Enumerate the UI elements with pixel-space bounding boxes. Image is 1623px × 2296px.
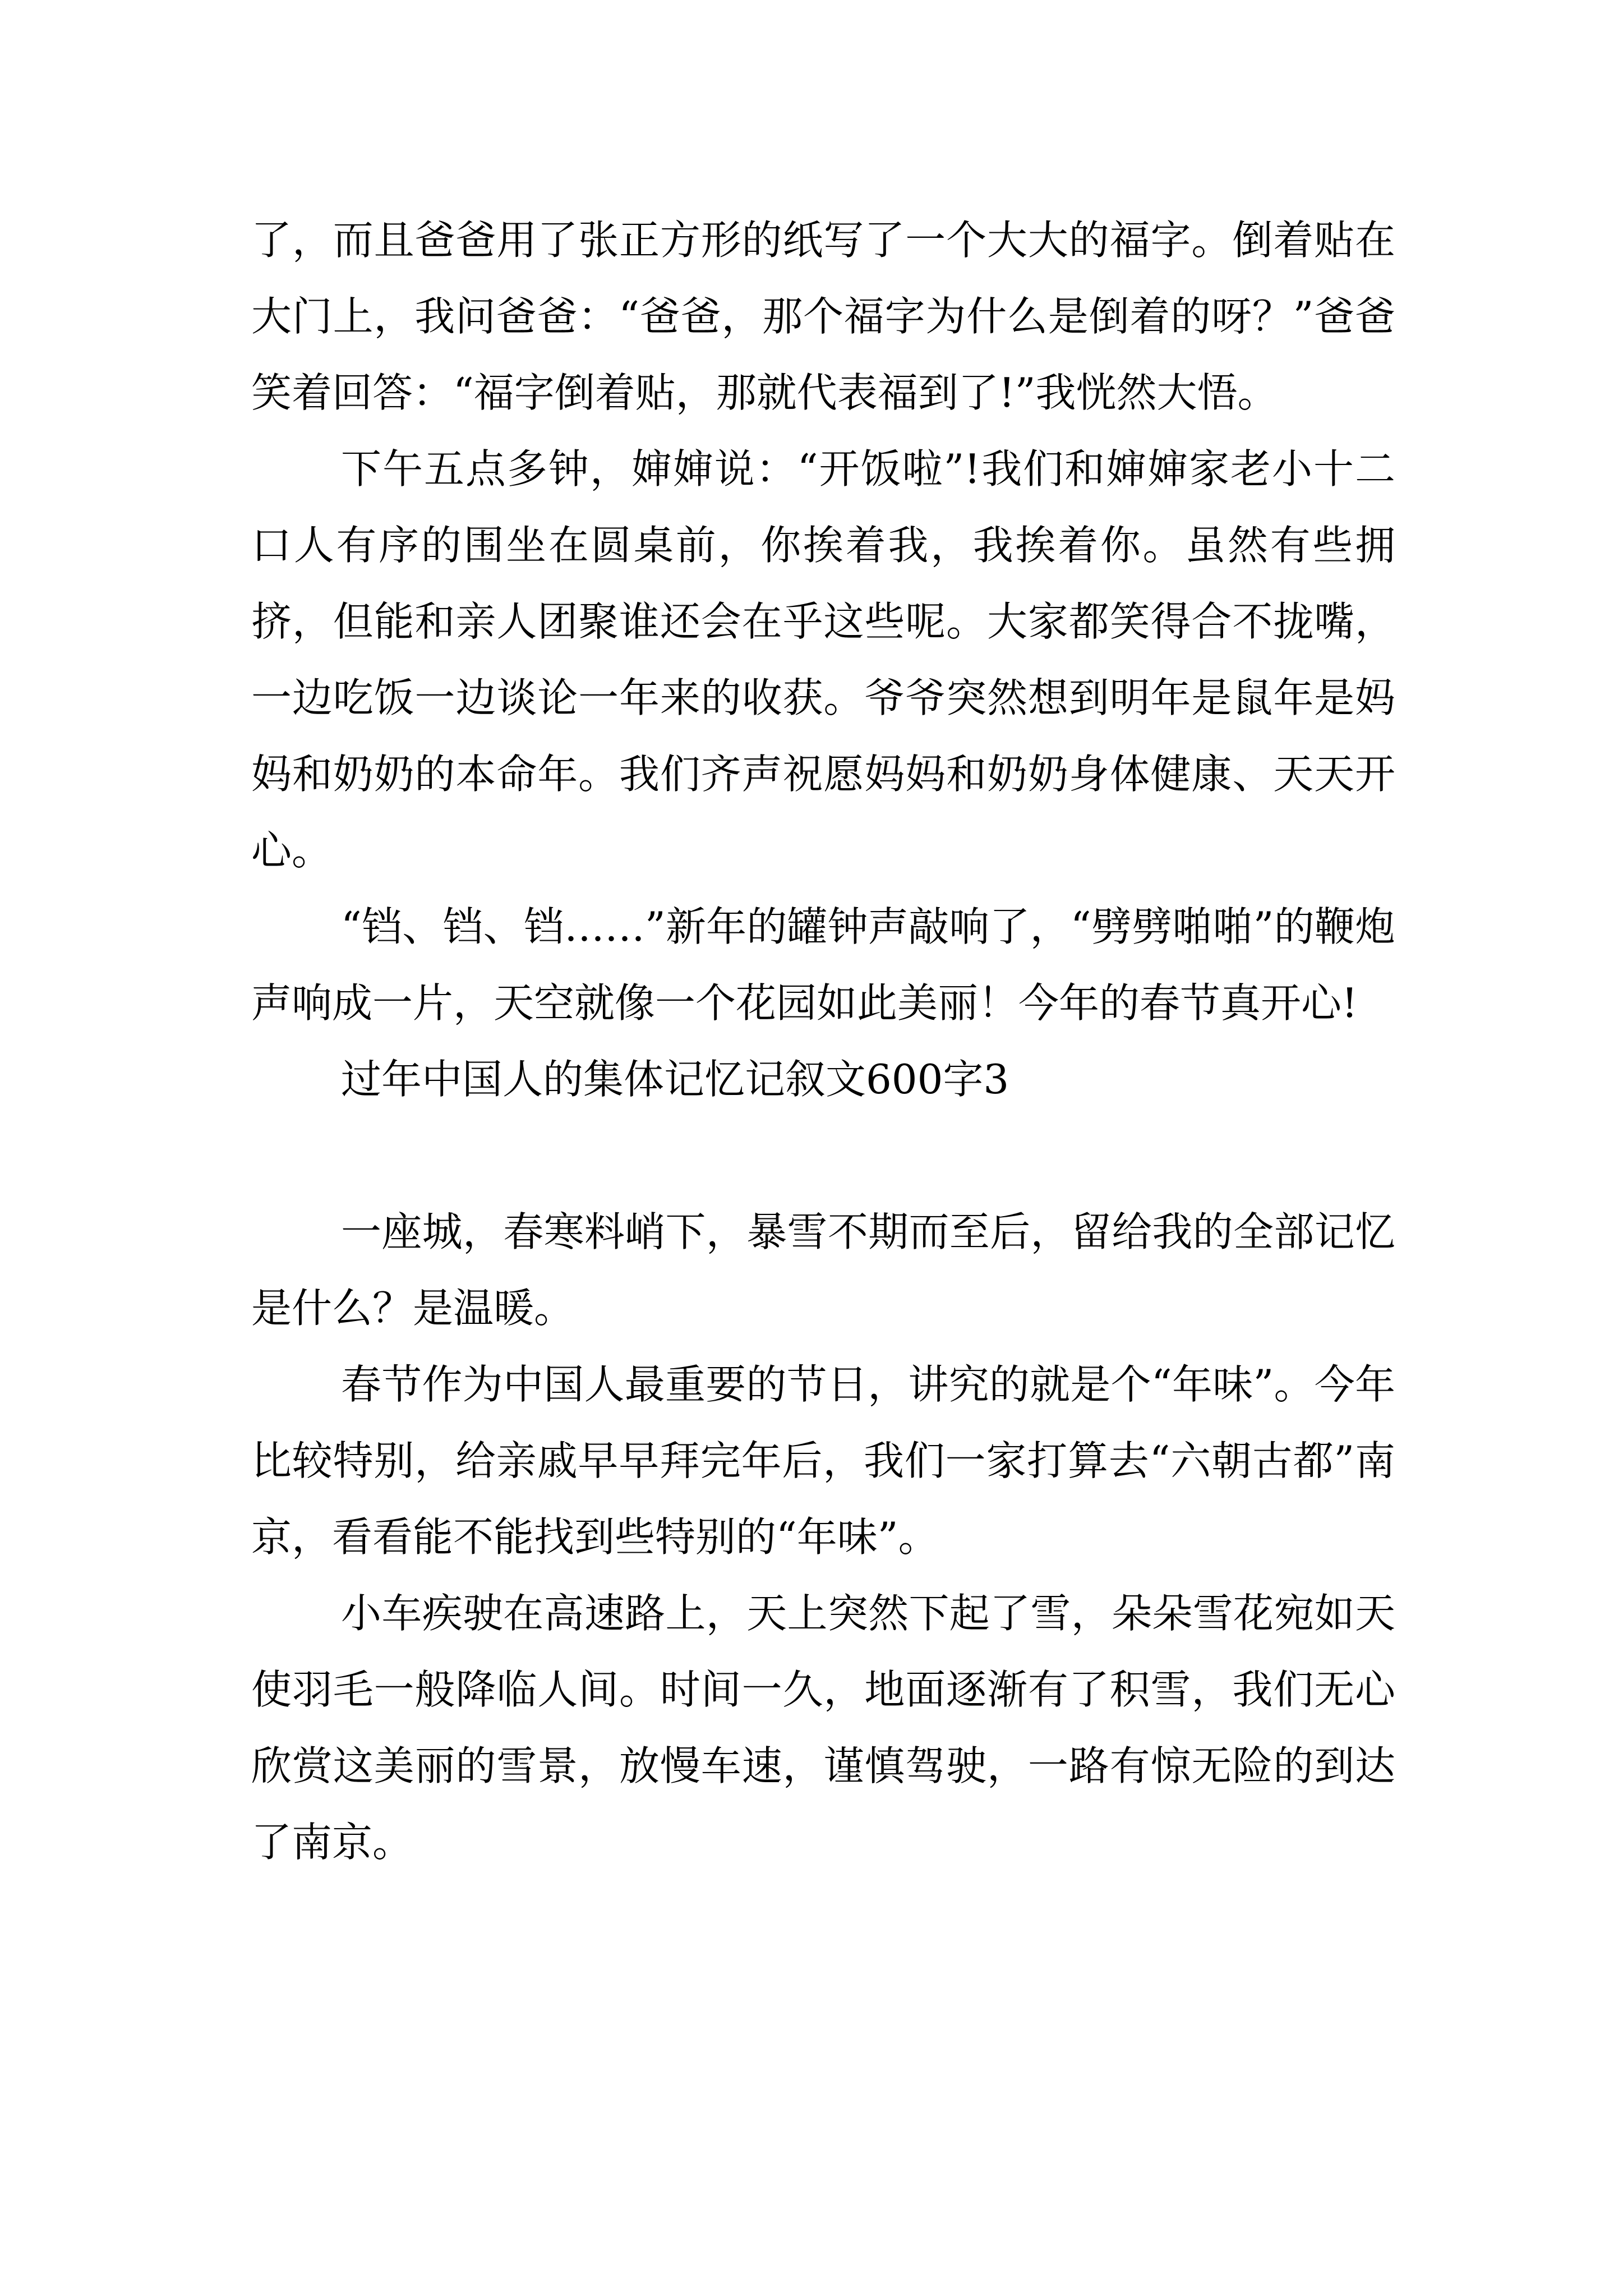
section-gap <box>251 1117 1395 1194</box>
paragraph-new-year-bell: “铛、铛、铛……”新年的罐钟声敲响了，“劈劈啪啪”的鞭炮声响成一片，天空就像一个花园如此美丽！今年的春节真开心! <box>251 903 1395 1027</box>
paragraph-spring-festival: 春节作为中国人最重要的节日，讲究的就是个“年味”。今年比较特别，给亲戚早早拜完年后，我们一家打算去“六朝古都”南京，看看能不能找到些特别的“年味”。 <box>251 1361 1395 1561</box>
text-column <box>251 202 1395 1880</box>
paragraph-highway-snow: 小车疾驶在高速路上，天上突然下起了雪，朵朵雪花宛如天使羽毛一般降临人间。时间一久，地面逐渐有了积雪，我们无心欣赏这美丽的雪景，放慢车速，谨慎驾驶，一路有惊无险的到达了南京。 <box>251 1590 1395 1866</box>
paragraph-city-snow: 一座城，春寒料峭下，暴雪不期而至后，留给我的全部记忆是什么？是温暖。 <box>251 1208 1395 1332</box>
paragraph-dinner: 下午五点多钟，婶婶说：“开饭啦”!我们和婶婶家老小十二口人有序的围坐在圆桌前，你挨着我，我挨着你。虽然有些拥挤，但能和亲人团聚谁还会在乎这些呢。大家都笑得合不拢嘴，一边吃饭一边谈论一年来的收获。爷爷突然想到明年是鼠年是妈妈和奶奶的本命年。我们齐声祝愿妈妈和奶奶身体健康、天天开心。 <box>251 445 1395 874</box>
paragraph-fu-character: 了，而且爸爸用了张正方形的纸写了一个大大的福字。倒着贴在大门上，我问爸爸：“爸爸，那个福字为什么是倒着的呀？”爸爸笑着回答：“福字倒着贴，那就代表福到了!”我恍然大悟。 <box>251 217 1395 416</box>
section-heading: 过年中国人的集体记忆记叙文600字3 <box>341 1056 1009 1103</box>
